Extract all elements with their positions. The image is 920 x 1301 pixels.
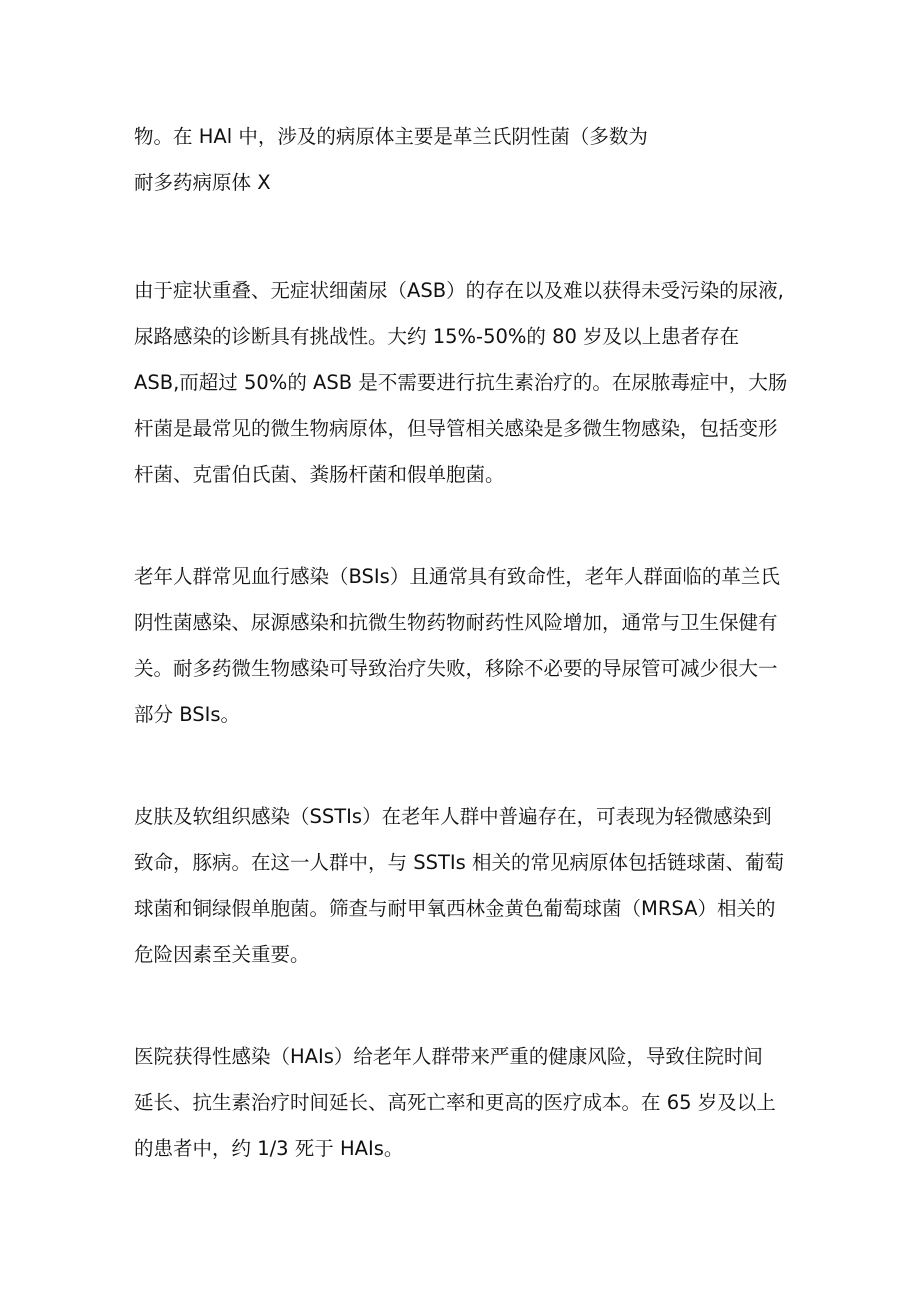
text-line: 尿路感染的诊断具有挑战性。大约 15%-50%的 80 岁及以上患者存在	[134, 325, 740, 348]
text-line: 杆菌、克雷伯氏菌、粪肠杆菌和假单胞菌。	[134, 463, 505, 486]
text-line: 耐多药病原体 X	[134, 171, 271, 194]
text-line: 皮肤及软组织感染（SSTIs）在老年人群中普遍存在，可表现为轻微感染到	[134, 805, 772, 828]
text-line: 致命，豚病。在这一人群中，与 SSTIs 相关的常见病原体包括链球菌、葡萄	[134, 851, 784, 874]
paragraph-hospital-acquired-infection	[134, 1034, 790, 1172]
paragraph-skin-soft-tissue-infection	[134, 794, 790, 978]
text-line: 物。在 HAl 中，涉及的病原体主要是革兰氏阴性菌（多数为	[134, 125, 648, 148]
text-line: 关。耐多药微生物感染可导致治疗失败，移除不必要的导尿管可减少很大一	[134, 657, 778, 680]
text-line: 医院获得性感染（HAIs）给老年人群带来严重的健康风险，导致住院时间	[134, 1045, 763, 1068]
text-line: 由于症状重叠、无症状细菌尿（ASB）的存在以及难以获得未受污染的尿液,	[134, 279, 784, 302]
text-line: 的患者中，约 1/3 死于 HAIs。	[134, 1137, 404, 1160]
text-line: 球菌和铜绿假单胞菌。筛查与耐甲氧西林金黄色葡萄球菌（MRSA）相关的	[134, 897, 776, 920]
paragraph-hai-pathogens	[134, 114, 790, 206]
text-line: 延长、抗生素治疗时间延长、高死亡率和更高的医疗成本。在 65 岁及以上	[134, 1091, 776, 1114]
paragraph-bloodstream-infection	[134, 554, 790, 738]
paragraph-urinary-tract-infection	[134, 268, 790, 498]
text-line: ASB,而超过 50%的 ASB 是不需要进行抗生素治疗的。在尿脓毒症中，大肠	[134, 371, 788, 394]
text-line: 部分 BSIs。	[134, 703, 241, 726]
text-line: 老年人群常见血行感染（BSIs）且通常具有致命性，老年人群面临的革兰氏	[134, 565, 780, 588]
text-line: 阴性菌感染、尿源感染和抗微生物药物耐药性风险增加，通常与卫生保健有	[134, 611, 778, 634]
text-line: 杆菌是最常见的微生物病原体，但导管相关感染是多微生物感染，包括变形	[134, 417, 778, 440]
text-line: 危险因素至关重要。	[134, 943, 310, 966]
